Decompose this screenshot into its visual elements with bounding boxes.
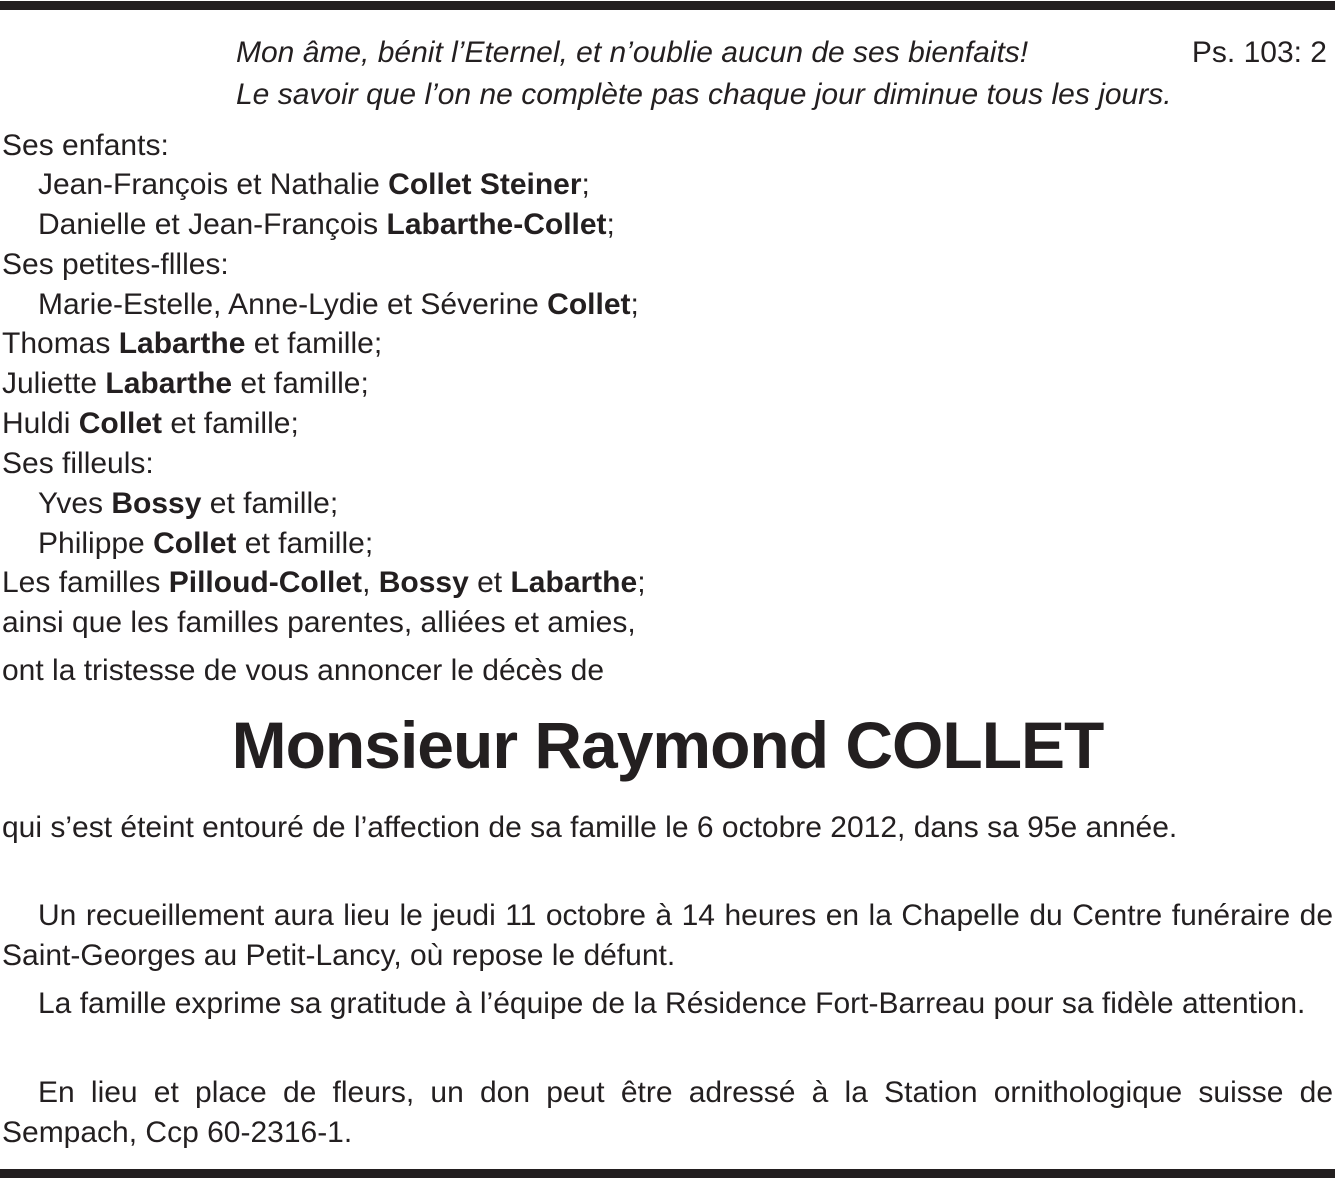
paragraph-gratitude: La famille exprime sa gratitude à l’équipe de la Résidence Fort-Barreau pour sa fidèle attention. bbox=[38, 987, 1306, 1020]
familles-parentes: ainsi que les familles parentes, alliées et amies, bbox=[2, 606, 636, 639]
philippe bbox=[38, 524, 373, 564]
thomas-surname: Labarthe bbox=[118, 327, 246, 360]
enfant-2-surname: Labarthe-Collet bbox=[386, 208, 607, 241]
epigraph-reference: Ps. 103: 2 bbox=[1191, 36, 1327, 69]
les-familles bbox=[2, 563, 646, 603]
top-rule bbox=[0, 1, 1335, 10]
et-famille: et famille bbox=[162, 407, 291, 440]
bottom-rule bbox=[0, 1169, 1335, 1178]
huldi bbox=[2, 404, 299, 444]
familles-et: et bbox=[468, 566, 511, 599]
deceased-name: Monsieur Raymond COLLET bbox=[231, 708, 1104, 782]
familles-prefix: Les familles bbox=[2, 566, 169, 599]
thomas-name: Thomas bbox=[2, 327, 119, 360]
enfant-1-surname: Collet Steiner bbox=[388, 168, 582, 201]
familles-name-1: Pilloud-Collet bbox=[168, 566, 363, 599]
huldi-name: Huldi bbox=[2, 407, 79, 440]
annonce: ont la tristesse de vous annoncer le décès de bbox=[2, 654, 605, 687]
yves bbox=[38, 484, 338, 524]
paragraph-ceremony: Un recueillement aura lieu le jeudi 11 octobre à 14 heures en la Chapelle du Centre funéraire de Saint-Georges au Petit-Lancy, où repose le défunt. bbox=[2, 899, 1333, 972]
semicolon: ; bbox=[290, 407, 299, 440]
filleuls-heading: Ses filleuls: bbox=[2, 447, 154, 480]
enfant-2 bbox=[38, 205, 615, 245]
petites-filles-surname: Collet bbox=[547, 288, 631, 321]
et-famille: et famille bbox=[245, 327, 374, 360]
enfant-1-names: Jean-François et Nathalie bbox=[38, 168, 389, 201]
philippe-surname: Collet bbox=[153, 527, 237, 560]
philippe-name: Philippe bbox=[38, 527, 154, 560]
epigraph-saying: Le savoir que l’on ne complète pas chaque jour diminue tous les jours. bbox=[236, 78, 1172, 111]
thomas bbox=[2, 324, 382, 364]
semicolon: ; bbox=[360, 367, 369, 400]
et-famille: et famille bbox=[232, 367, 361, 400]
semicolon: ; bbox=[364, 527, 374, 560]
et-famille: et famille bbox=[201, 487, 330, 520]
semicolon: ; bbox=[373, 327, 383, 360]
semicolon: ; bbox=[329, 487, 339, 520]
paragraph-donation: En lieu et place de fleurs, un don peut être adressé à la Station ornithologique suisse de Sempach, Ccp 60-2316-1. bbox=[2, 1076, 1333, 1149]
epigraph-line-1 bbox=[236, 33, 1327, 73]
enfant-2-names: Danielle et Jean-François bbox=[38, 208, 387, 241]
juliette-name: Juliette bbox=[2, 367, 106, 400]
yves-name: Yves bbox=[38, 487, 112, 520]
epigraph-line-2 bbox=[236, 75, 1327, 115]
familles-name-2: Bossy bbox=[378, 566, 469, 599]
enfants-heading: Ses enfants: bbox=[2, 129, 169, 162]
petites-filles-heading: Ses petites-fllles: bbox=[2, 248, 229, 281]
semicolon: ; bbox=[637, 566, 646, 599]
semicolon: ; bbox=[581, 168, 590, 201]
familles-name-3: Labarthe bbox=[510, 566, 638, 599]
petites-filles bbox=[38, 285, 639, 325]
et-famille: et famille bbox=[236, 527, 365, 560]
yves-surname: Bossy bbox=[111, 487, 202, 520]
juliette bbox=[2, 364, 369, 404]
enfant-1 bbox=[38, 165, 590, 205]
paragraph-death: qui s’est éteint entouré de l’affection de sa famille le 6 octobre 2012, dans sa 95e année. bbox=[2, 811, 1178, 844]
huldi-surname: Collet bbox=[78, 407, 163, 440]
juliette-surname: Labarthe bbox=[105, 367, 233, 400]
familles-separator: , bbox=[362, 566, 379, 599]
semicolon: ; bbox=[630, 288, 639, 321]
petites-filles-names: Marie-Estelle, Anne-Lydie et Séverine bbox=[38, 288, 548, 321]
semicolon: ; bbox=[606, 208, 615, 241]
epigraph-verse: Mon âme, bénit l’Eternel, et n’oublie aucun de ses bienfaits! bbox=[236, 36, 1029, 69]
